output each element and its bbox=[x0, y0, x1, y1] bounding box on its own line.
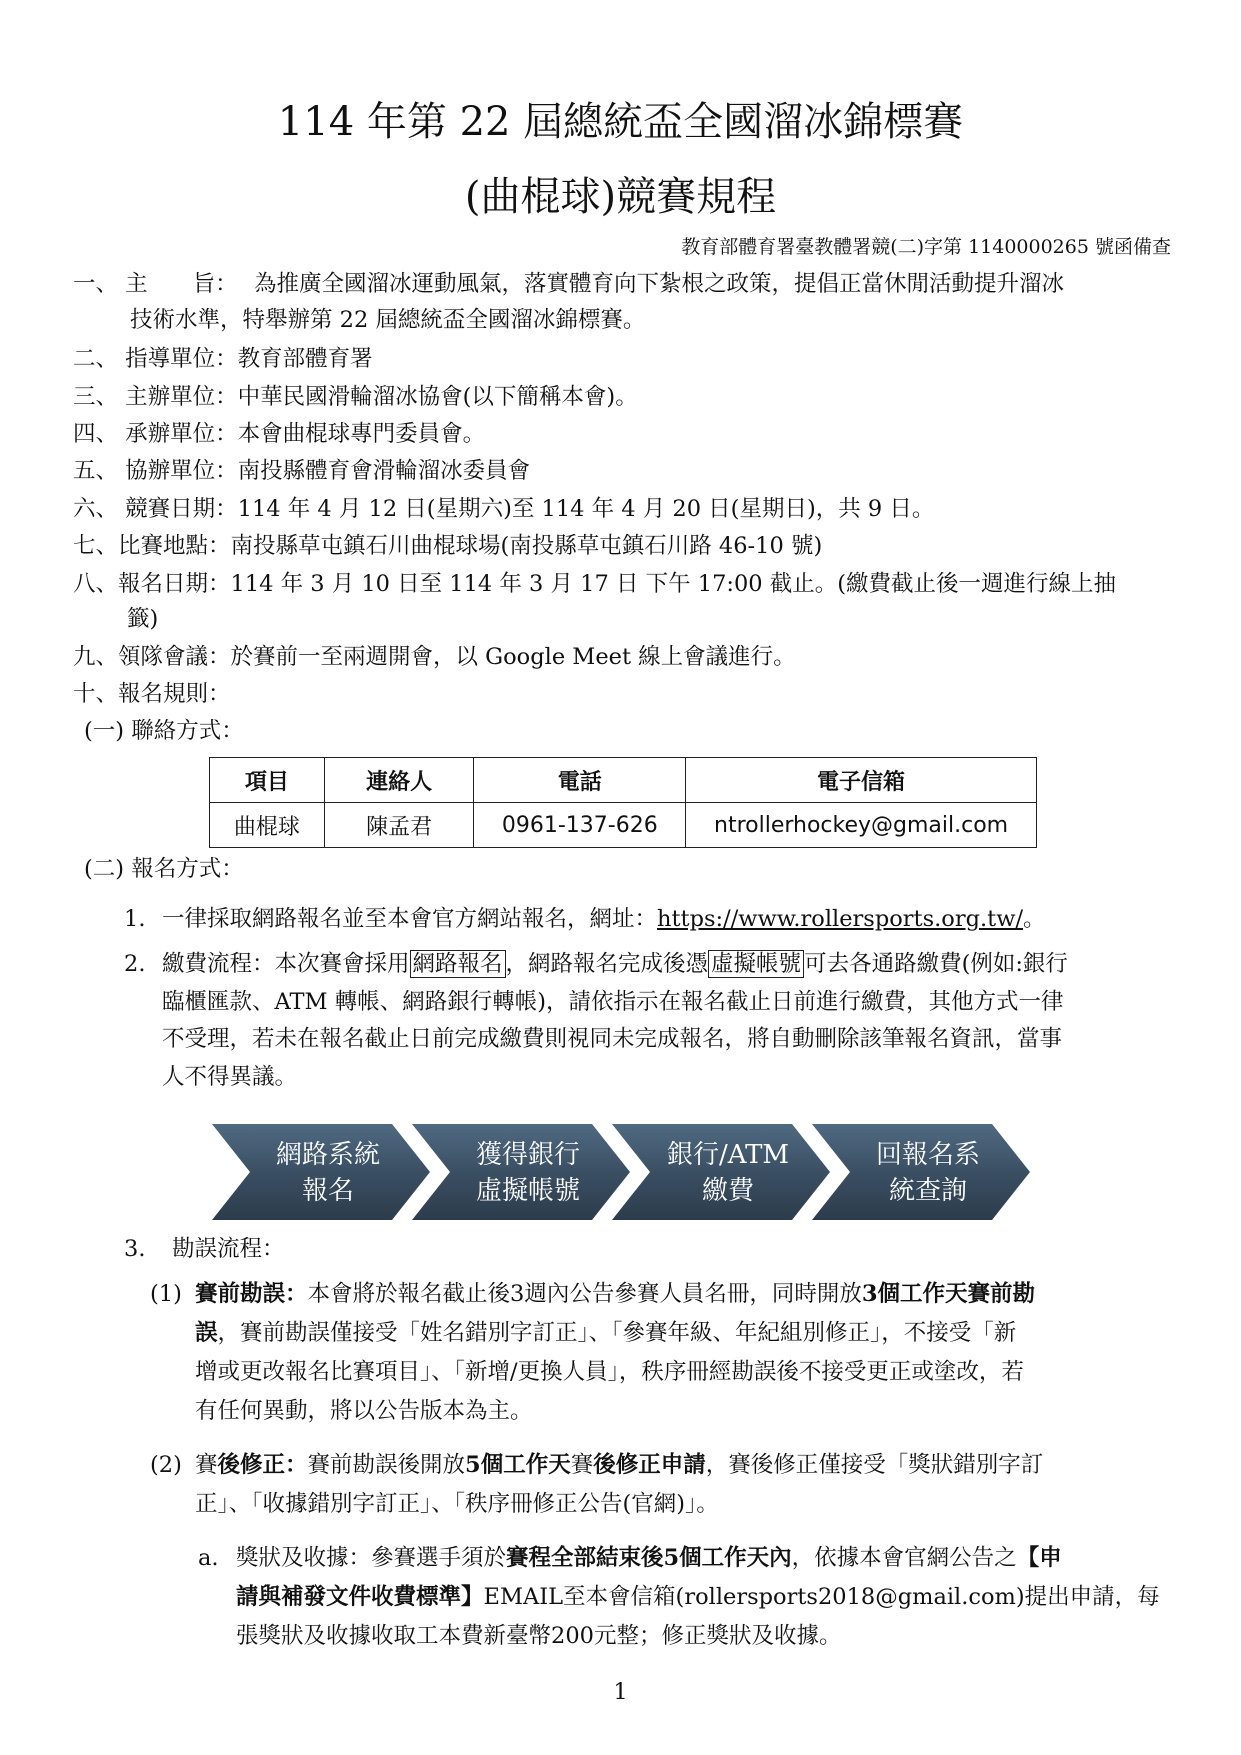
flow-step-3 bbox=[612, 1124, 830, 1220]
contact-table bbox=[209, 757, 1037, 848]
para-2-number: (2) bbox=[150, 1452, 182, 1478]
para-2-text-d: ，賽後修正僅接受「獎狀錯別字訂 bbox=[705, 1452, 1044, 1478]
item-1 bbox=[162, 905, 1046, 933]
title-line-2: (曲棍球)競賽規程 bbox=[464, 174, 777, 220]
cell-item: 曲棍球 bbox=[210, 803, 325, 848]
header-phone: 電話 bbox=[474, 758, 686, 803]
title-line-1: 114 年第 22 屆總統盃全國溜冰錦標賽 bbox=[277, 99, 964, 145]
para-1-line-1 bbox=[195, 1280, 1035, 1308]
item-2-text-a: 繳費流程：本次賽會採用 bbox=[162, 951, 410, 977]
para-2-text-a: 賽 bbox=[195, 1452, 218, 1478]
para-2-bold-1: 後修正： bbox=[217, 1452, 308, 1478]
item-2-number: 2. bbox=[124, 951, 146, 977]
para-1-bold-2: 3個工作天賽前勘 bbox=[861, 1281, 1035, 1307]
item-1-number: 1. bbox=[124, 906, 146, 932]
flow-step-1 bbox=[212, 1124, 430, 1220]
para-a-bold-1: 賽程全部結束後5個工作天內 bbox=[506, 1545, 792, 1571]
flow-step-3-line-2: 繳費 bbox=[701, 1176, 755, 1206]
header-item: 項目 bbox=[210, 758, 325, 803]
cell-contact-person: 陳孟君 bbox=[324, 803, 474, 848]
para-a-text-c: EMAIL至本會信箱(rollersports2018@gmail.com)提出申請，每 bbox=[483, 1584, 1160, 1610]
boxed-virtual-account: 虛擬帳號 bbox=[708, 950, 804, 978]
flow-step-4 bbox=[812, 1124, 1030, 1220]
para-2-text-c: 賽 bbox=[570, 1452, 594, 1478]
para-a-bold-2: 【申 bbox=[1016, 1545, 1062, 1571]
para-a-line-1 bbox=[236, 1544, 1062, 1572]
payment-flow-diagram bbox=[212, 1122, 1037, 1222]
subsection-contact: (一) 聯絡方式： bbox=[84, 718, 244, 744]
contact-table-header-row bbox=[210, 758, 1037, 803]
item-2-text-c: 可去各通路繳費(例如:銀行 bbox=[804, 951, 1068, 977]
cell-phone: 0961-137-626 bbox=[474, 803, 686, 848]
section-6: 六、 競賽日期：114 年 4 月 12 日(星期六)至 114 年 4 月 20 日(星期日)，共 9 日。 bbox=[73, 496, 935, 522]
item-3-number: 3. bbox=[124, 1236, 146, 1262]
section-7: 七、比賽地點：南投縣草屯鎮石川曲棍球場(南投縣草屯鎮石川路 46-10 號) bbox=[73, 533, 823, 559]
para-a-text-a: 獎狀及收據：參賽選手須於 bbox=[236, 1545, 507, 1571]
subsection-registration: (二) 報名方式： bbox=[84, 856, 244, 882]
flow-step-4-line-2: 統查詢 bbox=[888, 1176, 968, 1206]
flow-step-1-line-2: 報名 bbox=[301, 1176, 355, 1206]
table-row bbox=[210, 803, 1037, 848]
website-link[interactable]: https://www.rollersports.org.tw/ bbox=[657, 906, 1024, 932]
section-9: 九、領隊會議：於賽前一至兩週開會，以 Google Meet 線上會議進行。 bbox=[73, 644, 796, 670]
para-2-line-2: 正」、「收據錯別字訂正」、「秩序冊修正公告(官網)」。 bbox=[195, 1491, 719, 1517]
cell-email: ntrollerhockey@gmail.com bbox=[686, 803, 1037, 848]
para-1-bold-1: 賽前勘誤： bbox=[195, 1281, 308, 1307]
section-3: 三、 主辦單位：中華民國滑輪溜冰協會(以下簡稱本會)。 bbox=[73, 384, 638, 410]
para-1-bold-3: 誤 bbox=[195, 1320, 218, 1346]
para-a-line-2 bbox=[236, 1583, 1160, 1611]
item-2-line-3: 不受理，若未在報名截止日前完成繳費則視同未完成報名，將自動刪除該筆報名資訊，當事 bbox=[162, 1026, 1063, 1052]
item-1-end: 。 bbox=[1023, 906, 1046, 932]
flow-step-2-line-2: 虛擬帳號 bbox=[475, 1176, 581, 1206]
header-contact-person: 連絡人 bbox=[324, 758, 474, 803]
section-10: 十、報名規則： bbox=[73, 681, 231, 707]
section-1-label: 一、 主 旨： bbox=[73, 271, 238, 297]
section-8-line-2: 籤) bbox=[127, 606, 159, 632]
item-3-text: 勘誤流程： bbox=[172, 1236, 285, 1262]
para-a-line-3: 張獎狀及收據收取工本費新臺幣200元整；修正獎狀及收據。 bbox=[236, 1623, 842, 1649]
para-1-text-a: 本會將於報名截止後3週內公告參賽人員名冊，同時開放 bbox=[307, 1281, 862, 1307]
para-a-number: a. bbox=[198, 1545, 219, 1571]
section-8-line-1: 八、報名日期：114 年 3 月 10 日至 114 年 3 月 17 日 下午 17:00 截止。(繳費截止後一週進行線上抽 bbox=[73, 571, 1117, 597]
item-2-text-b: ，網路報名完成後憑 bbox=[505, 951, 709, 977]
flow-step-3-line-1: 銀行/ATM bbox=[666, 1140, 790, 1170]
section-5: 五、 協辦單位：南投縣體育會滑輪溜冰委員會 bbox=[73, 458, 531, 484]
flow-step-2 bbox=[412, 1124, 630, 1220]
para-2-text-b: 賽前勘誤後開放 bbox=[307, 1452, 466, 1478]
para-1-text-b: ，賽前勘誤僅接受「姓名錯別字訂正」、「參賽年級、年紀組別修正」，不接受「新 bbox=[217, 1320, 1017, 1346]
page-number: 1 bbox=[613, 1679, 628, 1705]
flow-step-4-line-1: 回報名系 bbox=[875, 1140, 981, 1170]
para-1-line-3: 增或更改報名比賽項目」、「新增/更換人員」，秩序冊經勘誤後不接受更正或塗改，若 bbox=[195, 1359, 1024, 1385]
reference-number: 教育部體育署臺教體署競(二)字第 1140000265 號函備查 bbox=[681, 236, 1171, 258]
para-2-line-1 bbox=[195, 1451, 1043, 1479]
item-2-line-4: 人不得異議。 bbox=[162, 1064, 298, 1090]
section-1-text-1: 為推廣全國溜冰運動風氣，落實體育向下紮根之政策，提倡正當休閒活動提升溜冰 bbox=[254, 271, 1065, 297]
para-2-bold-2: 5個工作天 bbox=[465, 1452, 571, 1478]
item-2-line-1 bbox=[162, 950, 1068, 978]
para-1-line-4: 有任何異動，將以公告版本為主。 bbox=[195, 1398, 533, 1424]
section-2: 二、 指導單位：教育部體育署 bbox=[73, 346, 373, 372]
header-email: 電子信箱 bbox=[686, 758, 1037, 803]
boxed-online-registration: 網路報名 bbox=[410, 950, 506, 978]
para-a-text-b: ，依據本會官網公告之 bbox=[791, 1545, 1017, 1571]
item-2-line-2: 臨櫃匯款、ATM 轉帳、網路銀行轉帳)，請依指示在報名截止日前進行繳費，其他方式一律 bbox=[162, 989, 1064, 1015]
section-4: 四、 承辦單位：本會曲棍球專門委員會。 bbox=[73, 421, 486, 447]
para-2-bold-3: 後修正申請 bbox=[593, 1452, 706, 1478]
para-1-number: (1) bbox=[150, 1281, 182, 1307]
para-1-line-2 bbox=[195, 1319, 1016, 1347]
section-1-text-2: 技術水準，特舉辦第 22 屆總統盃全國溜冰錦標賽。 bbox=[130, 307, 646, 333]
item-1-text: 一律採取網路報名並至本會官方網站報名，網址： bbox=[162, 906, 658, 932]
flow-step-2-line-1: 獲得銀行 bbox=[475, 1140, 581, 1170]
flow-step-1-line-1: 網路系統 bbox=[275, 1140, 381, 1170]
para-a-bold-3: 請與補發文件收費標準】 bbox=[236, 1584, 484, 1610]
